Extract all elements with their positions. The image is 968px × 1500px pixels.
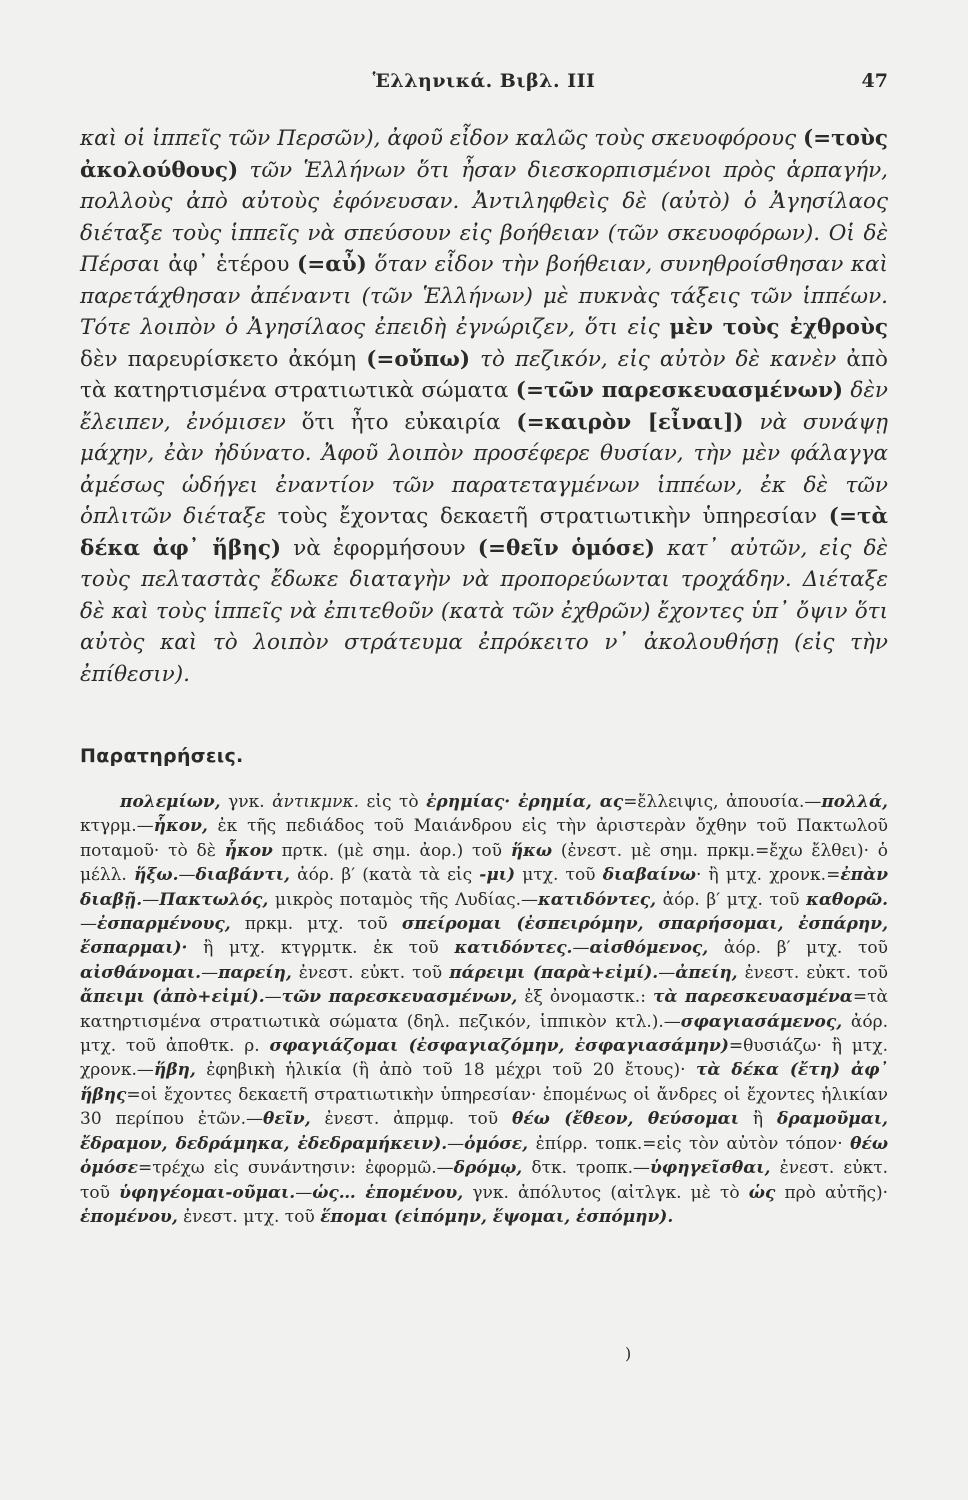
gloss-bold: (=θεῖν ὁμόσε): [477, 535, 655, 561]
note-term: σφαγιασάμενος,: [680, 1011, 843, 1032]
note-text: =οἱ ἔχοντες δεκαετῆ στρατιωτικὴν ὑπηρεσίαν· ἑπομένως οἱ ἄνδρες οἱ ἔχοντες ἡλικίαν 30 περίπου ἐτῶν.—: [80, 1084, 888, 1130]
note-term: ἥκω: [510, 840, 553, 861]
note-term: αἰσθόμενος,: [589, 938, 709, 959]
note-term: ἀπείη,: [675, 962, 738, 983]
running-head-title: Ἑλληνικά. Βιβλ. ΙΙΙ: [372, 70, 596, 92]
notes-body: [80, 790, 888, 1229]
note-text: μικρὸς ποταμὸς τῆς Λυδίας.—: [268, 889, 538, 910]
note-term: παρείη,: [218, 962, 292, 983]
note-term: ἧκον,: [153, 816, 208, 837]
text-run: κατ᾿ αὐτῶν, εἰς δὲ τοὺς πελταστὰς ἔδωκε διαταγὴν νὰ προπορεύωνται τροχάδην. Διέταξε δὲ καὶ τοὺς ἱππεῖς νὰ ἐπιτεθοῦν (κατὰ τῶν ἐχθρῶν) ἔχοντες ὑπ᾿ ὄψιν ὅτι αὐτὸς καὶ τὸ λοιπὸν στράτευμα ἐπρόκειτο ν᾿ ἀκολουθήσῃ (εἰς τὴν ἐπίθεσιν).: [80, 535, 888, 687]
note-text: =τὰ κατηρτισμένα στρατιωτικὰ σώματα (δηλ. πεζικόν, ἱππικὸν κτλ.).—: [80, 987, 889, 1032]
note-term: σπείρομαι (ἐσπειρόμην, σπαρήσομαι, ἐσπάρην, ἔσπαρμαι)·: [80, 914, 888, 959]
note-term: κατιδόντες,: [538, 889, 657, 910]
note-text: ἐνεστ. μτχ. τοῦ: [177, 1206, 321, 1227]
note-text: —: [572, 938, 590, 959]
note-term: ἥβη,: [153, 1060, 196, 1081]
note-term: πολλά,: [821, 792, 888, 812]
note-text: —: [80, 914, 97, 935]
note-text: δτκ. τροπκ.—: [522, 1158, 651, 1179]
note-term: ὡς: [748, 1182, 776, 1203]
note-text: πρκμ. μτχ. τοῦ: [230, 914, 402, 935]
note-term: σφαγιάζομαι (ἐσφαγιαζόμην, ἐσφαγιασάμην): [269, 1036, 729, 1057]
note-text: ἐνεστ. εὐκτ. τοῦ: [737, 962, 888, 983]
note-term: θέω (ἔθεον, θεύσομαι: [512, 1109, 739, 1130]
note-text: γνκ. ἀπόλυτος (αἰτλγκ. μὲ τὸ: [463, 1182, 749, 1203]
note-text: ἐνεστ. εὐκτ. τοῦ: [291, 962, 450, 983]
note-text: ἢ μτχ. κτγρμτκ. ἐκ τοῦ: [187, 938, 455, 959]
note-text: μτχ. τοῦ: [515, 865, 603, 886]
note-term: θεῖν,: [263, 1109, 311, 1130]
note-term: ἑπομένου,: [80, 1206, 178, 1227]
note-italic: ἀντικμνκ.: [272, 792, 360, 812]
text-run: νὰ συνάψῃ μάχην, ἐὰν ἠδύνατο. Ἀφοῦ λοιπὸν προσέφερε θυσίαν, τὴν μὲν φάλαγγα: [80, 409, 888, 466]
notes-paragraph: [80, 790, 888, 1229]
note-term: πάρειμι (παρὰ+εἰμί).: [449, 962, 659, 983]
note-text: —: [201, 962, 219, 983]
note-term: δρόμῳ,: [453, 1158, 523, 1179]
main-paragraph: [80, 123, 888, 690]
text-run: τῶν Ἑλλήνων ὅτι ἦσαν διεσκορπισμένοι πρὸς ἁρπαγήν, πολλοὺς ἀπὸ αὐτοὺς ἐφόνευσαν. Ἀντιληφθεὶς δὲ (αὐτὸ) ὁ Ἀγησίλαος διέταξε τοὺς ἱππεῖς νὰ σπεύσουν εἰς βοήθειαν (τῶν σκευοφόρων). Οἱ δὲ Πέρσαι: [80, 157, 888, 277]
note-term: αἰσθάνομαι.: [80, 962, 202, 983]
note-term: ἐσπαρμένους,: [97, 914, 231, 935]
text-run: δὲν ἔλειπεν, ἐνόμισεν: [80, 378, 888, 435]
text-run-upright: ἀκόμη: [288, 346, 357, 372]
note-term: τὰ δέκα (ἔτη) ἀφ᾿ ἥβης: [80, 1060, 888, 1105]
gloss-bold: (=οὔπω): [366, 346, 471, 372]
note-text: γνκ.: [220, 792, 273, 812]
note-text: · ἢ μτχ. χρονκ.=: [695, 865, 841, 886]
note-term: θέω ὁμόσε: [80, 1133, 889, 1179]
note-term: καθορῶ.: [806, 889, 889, 910]
note-term: ἐρημίας· ἐρημία, ας: [426, 792, 624, 812]
note-term: ἕπομαι (εἱπόμην, ἕψομαι, ἑσπόμην).: [320, 1206, 674, 1227]
note-term: ἄπειμι (ἀπὸ+εἰμί).: [80, 987, 265, 1008]
note-text: —: [658, 962, 676, 983]
note-text: ἀόρ. β′ (κατὰ τὰ εἰς: [289, 865, 480, 886]
note-text: ἐνεστ. ἀπρμφ. τοῦ: [310, 1109, 512, 1130]
text-run: ὅταν εἶδον τὴν βοήθειαν, συνηθροίσθησαν καὶ παρετάχθησαν ἀπέναντι (τῶν Ἑλλήνων) μὲ πυκνὰς τάξεις τῶν ἱππέων. Τότε λοιπὸν ὁ Ἀγησίλαος ἐπειδὴ ἐγνώριζεν, ὅτι εἰς: [80, 252, 888, 340]
note-text: —: [295, 1182, 313, 1203]
note-term: Πακτωλός,: [159, 889, 269, 910]
note-text: εἰς τὸ: [359, 792, 427, 812]
note-term: διαβάντι,: [195, 865, 290, 886]
text-run-upright: νὰ ἐφορμήσουν: [293, 535, 466, 561]
note-text: (ἐνεστ. μὲ σημ. πρκμ.=ἔχω ἔλθει)· ὁ μέλλ.: [80, 840, 888, 886]
end-mark: ): [625, 1344, 632, 1363]
note-text: —: [264, 987, 282, 1008]
note-text: ἐφηβικὴ ἡλικία (ἢ ἀπὸ τοῦ 18 μέχρι τοῦ 20 ἔτους)·: [195, 1060, 696, 1081]
note-term: ἧκον: [224, 840, 273, 861]
text-run: τὸ πεζικόν, εἰς αὐτὸν δὲ κανὲν: [480, 346, 837, 372]
note-term: ὁμόσε,: [464, 1133, 529, 1154]
text-run: καὶ οἱ ἱππεῖς τῶν Περσῶν), ἀφοῦ εἶδον καλῶς τοὺς σκευοφόρους: [80, 126, 797, 151]
note-text: πρτκ. (μὲ σημ. ἀορ.) τοῦ: [272, 840, 511, 861]
gloss-bold: τοὺς ἐχθροὺς: [722, 315, 888, 340]
note-term: κατιδόντες.: [454, 938, 573, 959]
gloss-bold: (=τὰ δέκα ἀφ᾿ ἥβης): [80, 504, 888, 561]
note-term: τὰ παρεσκευασμένα: [652, 987, 853, 1008]
note-text: =ἔλλειψις, ἀπουσία.—: [623, 792, 822, 812]
note-term: -μι): [479, 865, 516, 886]
note-term: ὑφηγέομαι-οῦμαι.: [119, 1182, 296, 1203]
text-run: ὡδήγει ἐναντίον τῶν παρατεταγμένων ἱππέων, ἐκ δὲ τῶν ὁπλιτῶν διέταξε: [80, 472, 888, 529]
note-term: πολεμίων,: [120, 792, 221, 812]
note-text: ἐνεστ. εὐκτ. τοῦ: [80, 1158, 889, 1203]
text-run-upright: δὲν παρευρίσκετο: [80, 346, 279, 372]
note-term: δραμοῦμαι, ἔδραμον, δεδράμηκα, ἐδεδραμήκειν).: [80, 1109, 888, 1154]
note-term: διαβαίνω: [602, 865, 696, 886]
note-text: ἀόρ. β′ μτχ. τοῦ: [708, 938, 888, 959]
note-text: ἀόρ. μτχ. τοῦ ἀποθτκ. ρ.: [80, 1011, 888, 1057]
text-run-upright: τοὺς ἔχοντας δεκαετῆ στρατιωτικὴν ὑπηρεσίαν: [277, 504, 818, 529]
note-text: —: [178, 865, 196, 886]
running-head: [80, 70, 888, 98]
note-term: ὑφηγεῖσθαι,: [650, 1158, 771, 1179]
note-text: —: [142, 889, 160, 910]
note-text: =θυσιάζω· ἢ μτχ. χρονκ.—: [80, 1036, 889, 1081]
gloss-bold: (=αὖ): [297, 252, 367, 277]
text-run-upright: ἀπὸ τὰ κατηρτισμένα στρατιωτικὰ σώματα: [80, 346, 888, 403]
gloss-bold: (=καιρὸν [εἶναι]): [516, 409, 744, 435]
note-term: ἥξω.: [133, 865, 179, 886]
note-text: —: [447, 1133, 465, 1154]
note-text: κτγρμ.—: [80, 816, 154, 837]
text-run-upright: ὅτι ἦτο εὐκαιρία: [301, 409, 501, 435]
note-term: τῶν παρεσκευασμένων,: [281, 987, 518, 1008]
note-text: ἐξ ὀνομαστκ.:: [517, 987, 653, 1008]
text-run-upright: ἀφ᾿ ἑτέρου: [168, 252, 290, 277]
note-text: ἀόρ. β′ μτχ. τοῦ: [656, 889, 807, 910]
gloss-bold: μὲν: [669, 315, 714, 340]
text-run: ἀμέσως: [80, 472, 165, 498]
note-text: =τρέχω εἰς συνάντησιν: ἐφορμῶ.—: [138, 1158, 454, 1179]
gloss-bold: (=τοὺς ἀκολούθους): [80, 126, 888, 183]
note-term: ἐπὰν διαβῇ.: [80, 865, 888, 910]
notes-heading: Παρατηρήσεις.: [80, 745, 244, 767]
note-term: ὡς… ἑπομένου,: [312, 1182, 464, 1203]
note-text: ἢ: [738, 1109, 777, 1130]
gloss-bold: (=τῶν παρεσκευασμένων): [515, 378, 844, 403]
note-text: ἐκ τῆς πεδιάδος τοῦ Μαιάνδρου εἰς τὴν ἀριστερὰν ὄχθην τοῦ Πακτωλοῦ ποταμοῦ· τὸ δὲ: [80, 816, 888, 861]
note-text: πρὸ αὐτῆς)·: [775, 1182, 888, 1203]
note-text: ἐπίρρ. τοπκ.=εἰς τὸν αὐτὸν τόπον·: [528, 1133, 851, 1154]
page-number: 47: [861, 70, 888, 92]
